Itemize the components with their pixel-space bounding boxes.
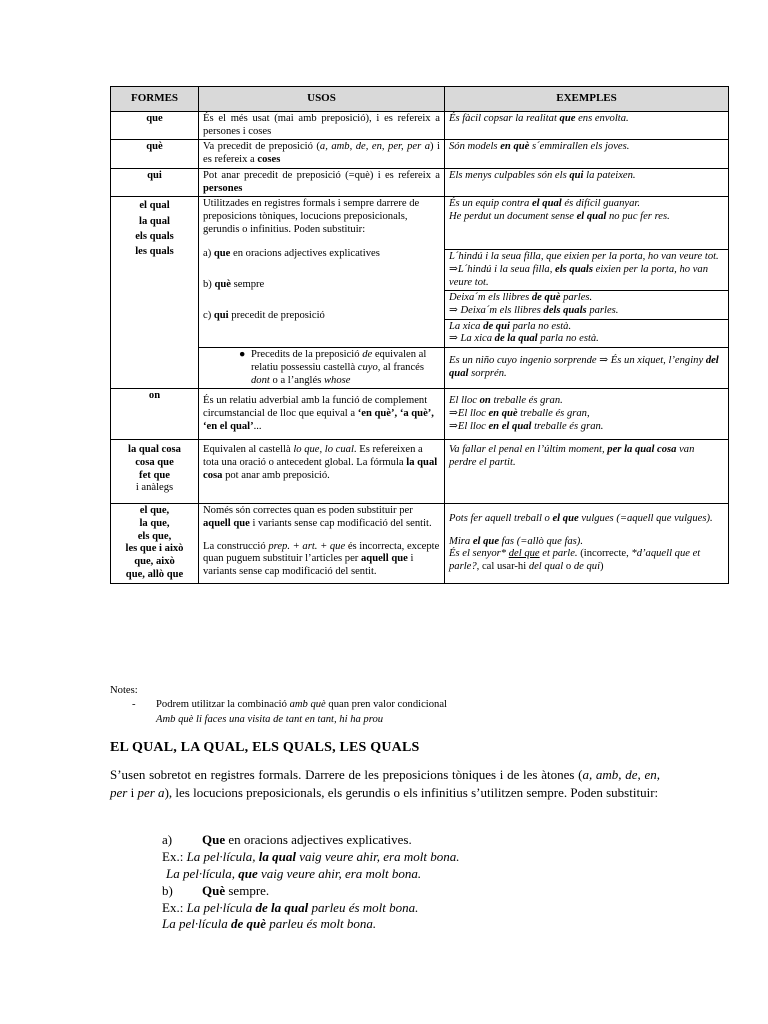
forma-item: que, allò que	[125, 568, 184, 580]
example-line: La pel·lícula de què parleu és molt bona.	[162, 916, 377, 932]
table-row	[111, 440, 729, 504]
us-cell	[199, 504, 445, 583]
us-cell-el-qual	[199, 197, 445, 348]
section-title: EL QUAL, LA QUAL, ELS QUALS, LES QUALS	[110, 740, 420, 755]
table-row	[111, 140, 729, 168]
forma-item: el que,	[139, 505, 170, 517]
forma-item: les que i això	[125, 543, 184, 555]
forma-cell: on	[111, 389, 199, 440]
table-row	[111, 112, 729, 140]
us-cell: Equivalen al castellà lo que, lo cual. Es refereixen a tota una oració o antecedent global. La fórmula la qual cosa pot anar amb preposició.	[199, 440, 445, 504]
example-cell: Són models en què s´emmirallen els joves.	[445, 140, 729, 168]
forma-item: la que,	[139, 518, 170, 530]
forma-item: les quals	[135, 246, 174, 258]
forma-cell	[111, 440, 199, 504]
us-bullet-cell: ● Precedits de la preposició de equivalen al relatiu possessiu castellà cuyo, al francés dont o a l’anglés whose	[199, 348, 445, 389]
forma-item: i anàlegs	[135, 482, 174, 494]
table-row	[111, 197, 729, 250]
forma-cell: que	[111, 112, 199, 140]
us-cell: És el més usat (mai amb preposició), i es refereix a persones i coses	[199, 112, 445, 140]
example-cell: Va fallar el penal en l’últim moment, per la qual cosa van perdre el partit.	[445, 440, 729, 504]
example-cell: Els menys culpables són els qui la pateixen.	[445, 168, 729, 196]
forma-item: la qual cosa	[128, 444, 181, 456]
example-line: Mira el que fas (=allò que fas).	[449, 535, 583, 547]
us-cell: Pot anar precedit de preposició (=què) i es refereix a persones	[199, 168, 445, 196]
forma-cell-el-qual	[111, 197, 199, 389]
us-paragraph: Només són correctes quan es poden substituir per aquell que i variants sense cap modificació del sentit.	[203, 505, 432, 530]
forma-item: el qual	[139, 200, 170, 212]
us-option-c: c) qui precedit de preposició	[203, 309, 325, 321]
forma-item: fet que	[139, 469, 170, 481]
example-cell	[445, 504, 729, 583]
us-intro: Utilitzades en registres formals i sempre darrere de preposicions tòniques, locucions preposicionals, gerundis o infinitius. Poden substituir:	[203, 198, 420, 235]
notes	[110, 684, 447, 727]
forma-cell: què	[111, 140, 199, 168]
option-b: b) Què sempre.	[162, 882, 270, 898]
example-cell: Es un niño cuyo ingenio sorprende ⇒ És un xiquet, l’enginy del qual sorprén.	[445, 348, 729, 389]
forma-item: que, això	[134, 556, 175, 568]
example-cell: El lloc on treballe és gran. ⇒El lloc en què treballe és gran, ⇒El lloc en el qual treballe és gran.	[445, 389, 729, 440]
us-option-b: b) què sempre	[203, 279, 265, 291]
header-usos: USOS	[199, 87, 445, 112]
example-cell: És fàcil copsar la realitat que ens envolta.	[445, 112, 729, 140]
option-a: a) Que en oracions adjectives explicatives.	[162, 832, 412, 847]
us-cell: És un relatiu adverbial amb la funció de complement circumstancial de lloc que equival a ‘en què’, ‘a què’, ‘en el qual’...	[199, 389, 445, 440]
forma-cell: qui	[111, 168, 199, 196]
table-row	[111, 168, 729, 196]
note-item: - Podrem utilitzar la combinació amb què quan pren valor condicional	[132, 699, 447, 711]
forma-cell	[111, 504, 199, 583]
example-cell: Deixa´m els llibres de què parles. ⇒ Deixa´m els llibres dels quals parles.	[445, 291, 729, 319]
example-cell: La xica de qui parla no està. ⇒ La xica de la qual parla no està.	[445, 319, 729, 347]
forma-item: la qual	[139, 215, 170, 227]
header-formes: FORMES	[111, 87, 199, 112]
us-cell: Va precedit de preposició (a, amb, de, en, per, per a) i es refereix a coses	[199, 140, 445, 168]
notes-title: Notes:	[110, 685, 138, 696]
header-exemples: EXEMPLES	[445, 87, 729, 112]
forma-item: els quals	[135, 230, 174, 242]
note-example: Amb què li faces una visita de tant en tant, hi ha prou	[156, 713, 384, 725]
table-header-row	[111, 87, 729, 112]
relatives-table	[110, 86, 729, 584]
us-option-a: a) que en oracions adjectives explicatives	[203, 248, 380, 260]
forma-item: cosa que	[135, 457, 174, 469]
example-line: La pel·lícula, que vaig veure ahir, era molt bona.	[166, 865, 422, 881]
example-cell: És un equip contra el qual és difícil guanyar. He perdut un document sense el qual no puc fer res.	[445, 197, 729, 250]
forma-item: els que,	[137, 530, 172, 542]
example-line: És el senyor* del que et parle. (incorrecte, *d’aquell que et parle?, cal usar-hi del qual o de qui)	[449, 548, 701, 573]
us-paragraph: La construcció prep. + art. + que és incorrecta, excepte quan puguem substituir l’articles per aquell que i variants sense cap modificació del sentit.	[203, 540, 440, 578]
table-row	[111, 348, 729, 389]
example-line: Ex.: La pel·lícula de la qual parleu és molt bona.	[162, 899, 419, 915]
table-row	[111, 504, 729, 583]
table-row	[111, 389, 729, 440]
example-line: Pots fer aquell treball o el que vulgues (=aquell que vulgues).	[449, 513, 713, 525]
example-line: Ex.: La pel·lícula, la qual vaig veure ahir, era molt bona.	[162, 848, 460, 864]
bullet-icon: ●	[239, 349, 246, 361]
section-paragraph: S’usen sobretot en registres formals. Darrere de les preposicions tòniques i de les àtones (a, amb, de, en, per i per a), les locucions preposicionals, els gerundis o els infinitius s’utilitzen sempre. Poden substituir:	[110, 767, 660, 800]
example-cell: L´hindú i la seua filla, que eixien per la porta, ho van veure tot. ⇒L´hindú i la seua filla, els quals eixien per la porta, ho van veure tot.	[445, 250, 729, 291]
section-examples	[162, 832, 459, 933]
